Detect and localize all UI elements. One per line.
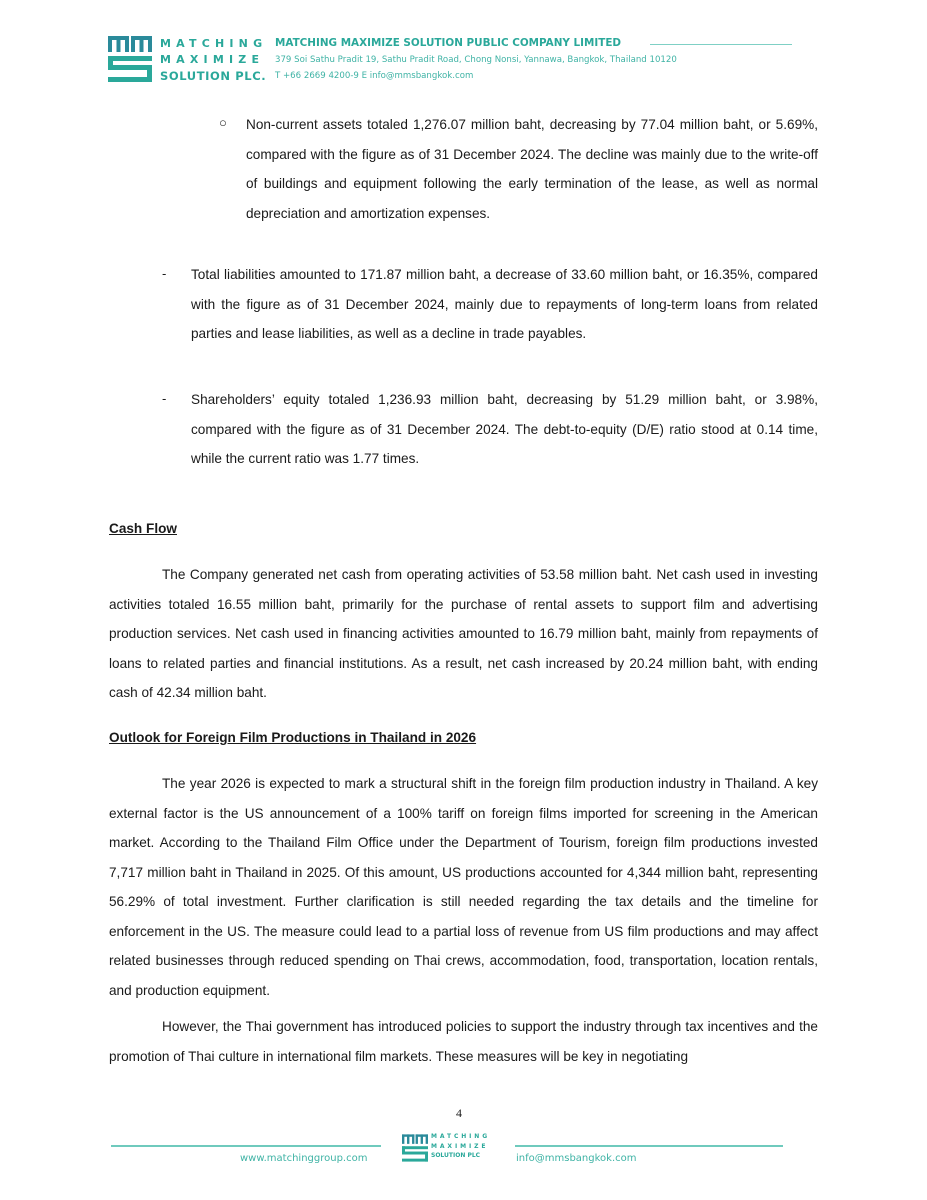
footer-email-link[interactable]: info@mmsbangkok.com [516, 1153, 637, 1164]
company-address: 379 Soi Sathu Pradit 19, Sathu Pradit Road, Chong Nonsi, Yannawa, Bangkok, Thailand 10120 [275, 55, 677, 65]
logo-wordmark [160, 36, 267, 84]
footer-logo-line-2: MAXIMIZE [431, 1142, 489, 1150]
company-logo-icon [108, 36, 152, 82]
sub-bullet-marker: ○ [219, 115, 227, 130]
bullet-marker: - [162, 391, 167, 406]
shareholders-equity-text: Shareholders’ equity totaled 1,236.93 million baht, decreasing by 51.29 million baht, or 3.98%, compared with the figure as of 31 December 2024. The debt-to-equity (D/E) ratio stood at 0.14 time, while the current ratio was 1.77 times. [191, 392, 818, 466]
footer-logo-icon [402, 1134, 428, 1162]
page-number: 4 [456, 1106, 462, 1120]
logo-line-1: MATCHING [160, 37, 268, 50]
header-divider [650, 44, 792, 45]
bullet-marker: - [162, 266, 167, 281]
total-liabilities-text: Total liabilities amounted to 171.87 million baht, a decrease of 33.60 million baht, or 16.35%, compared with the figure as of 31 December 2024, mainly due to repayments of long-term loans from related parties and lease liabilities, as well as a decline in trade payables. [191, 267, 818, 341]
outlook-paragraph-1: The year 2026 is expected to mark a structural shift in the foreign film production industry in Thailand. A key external factor is the US announcement of a 100% tariff on foreign films imported for screening in the American market. According to the Thailand Film Office under the Department of Tourism, foreign film productions invested 7,717 million baht in Thailand in 2025. Of this amount, US productions accounted for 4,344 million baht, representing 56.29% of total investment. Further clarification is still needed regarding the tax details and the timeline for enforcement in the US. The measure could lead to a partial loss of revenue from US film productions and may affect related businesses through reduced spending on Thai crews, accommodation, food, transportation, location rentals, and production equipment. [109, 776, 818, 998]
cash-flow-heading: Cash Flow [109, 521, 177, 536]
non-current-assets-text: Non-current assets totaled 1,276.07 million baht, decreasing by 77.04 million baht, or 5.69%, compared with the figure as of 31 December 2024. The decline was mainly due to the write-off of buildings and equipment following the early termination of the lease, as well as normal depreciation and amortization expenses. [246, 117, 818, 221]
footer-logo-wordmark [431, 1132, 490, 1161]
cash-flow-paragraph: The Company generated net cash from operating activities of 53.58 million baht. Net cash used in investing activities totaled 16.55 million baht, primarily for the purchase of rental assets to support film and advertising production services. Net cash used in financing activities amounted to 16.79 million baht, mainly from repayments of loans to related parties and financial institutions. As a result, net cash increased by 20.24 million baht, with ending cash of 42.34 million baht. [109, 567, 818, 700]
footer-logo-line-3: SOLUTION PLC [431, 1152, 481, 1159]
footer-logo-line-1: MATCHING [431, 1133, 491, 1140]
outlook-paragraph-2: However, the Thai government has introduced policies to support the industry through tax incentives and the promotion of Thai culture in international film markets. These measures will be key in negotiating [109, 1019, 818, 1064]
footer-divider-left [111, 1145, 381, 1147]
company-name: MATCHING MAXIMIZE SOLUTION PUBLIC COMPANY LIMITED [275, 37, 622, 49]
outlook-heading: Outlook for Foreign Film Productions in Thailand in 2026 [109, 730, 477, 745]
footer-divider-right [515, 1145, 783, 1147]
footer-website-link[interactable]: www.matchinggroup.com [240, 1153, 368, 1164]
logo-line-2: MAXIMIZE [160, 53, 265, 66]
company-contact: T +66 2669 4200-9 E info@mmsbangkok.com [275, 71, 474, 81]
logo-line-3: SOLUTION PLC. [160, 69, 267, 83]
